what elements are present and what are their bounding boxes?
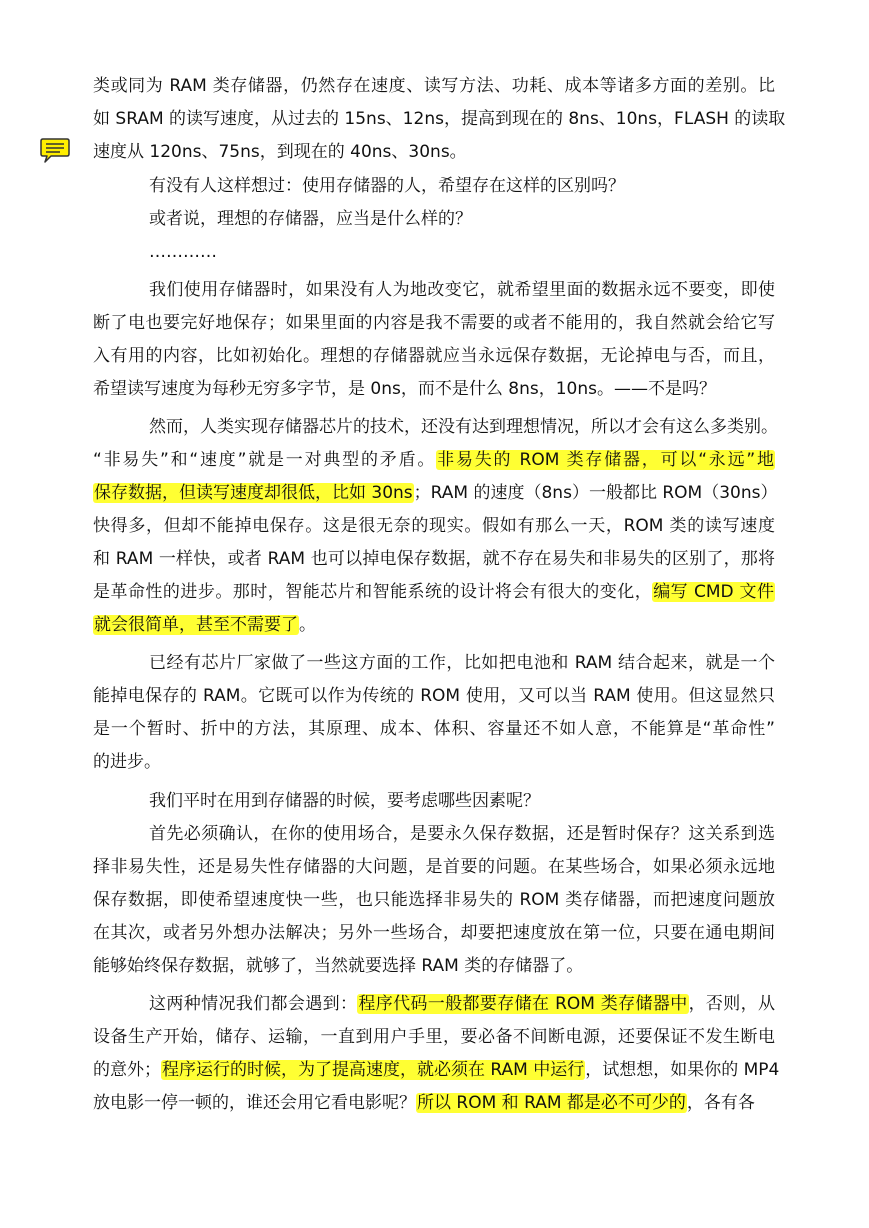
text-line [149,240,775,264]
text-line [93,344,775,368]
text-segment: 或者说，理想的存储器，应当是什么样的？ [149,209,472,229]
text-line [93,921,775,945]
highlighted-text: 保存数据，但读写速度却很低，比如 30ns [94,483,413,503]
comment-icon[interactable] [40,137,70,165]
text-line [93,547,775,571]
text-line [93,888,775,912]
text-line [149,278,775,302]
text-line [93,580,775,604]
text-segment: 我们平时在用到存储器的时候，要考虑哪些因素呢？ [149,791,540,811]
text-segment: 。 [299,615,316,635]
text-segment: 如 SRAM 的读写速度，从过去的 15ns、12ns，提高到现在的 8ns、10ns，FLASH 的读取 [93,109,786,129]
text-segment: 的意外； [93,1060,161,1080]
text-line [93,514,775,538]
text-segment: 然而，人类实现存储器芯片的技术，还没有达到理想情况，所以才会有这么多类别。 [149,417,778,437]
text-segment: 我们使用存储器时，如果没有人为地改变它，就希望里面的数据永远不要变，即使 [149,280,775,300]
text-line [93,140,775,164]
text-segment: 首先必须确认，在你的使用场合，是要永久保存数据，还是暂时保存？这关系到选 [149,824,775,844]
text-segment: 希望读写速度为每秒无穷多字节，是 0ns，而不是什么 8ns，10ns。——不是吗？ [93,379,716,399]
text-segment: 类或同为 RAM 类存储器，仍然存在速度、读写方法、功耗、成本等诸多方面的差别。比 [93,76,775,96]
highlighted-text: 编写 CMD 文件 [653,582,774,602]
text-segment: 能够始终保存数据，就够了，当然就要选择 RAM 类的存储器了。 [93,956,584,976]
text-segment: 这两种情况我们都会遇到： [149,994,358,1014]
text-line [93,311,775,335]
text-segment: ，各有各 [686,1093,755,1113]
text-line [149,789,775,813]
text-line [149,415,778,439]
text-line [149,992,775,1016]
text-segment: 设备生产开始，储存、运输，一直到用户手里，要必备不间断电源，还要保证不发生断电 [93,1027,775,1047]
text-line [149,822,775,846]
text-segment: 保存数据，即使希望速度快一些，也只能选择非易失的 ROM 类存储器，而把速度问题放 [93,890,775,910]
text-segment: 择非易失性，还是易失性存储器的大问题，是首要的问题。在某些场合，如果必须永远地 [93,857,775,877]
highlighted-text: 程序运行的时候，为了提高速度，就必须在 RAM 中运行 [162,1060,585,1080]
text-segment: 有没有人这样想过：使用存储器的人，希望存在这样的区别吗？ [149,176,625,196]
text-segment: 已经有芯片厂家做了一些这方面的工作，比如把电池和 RAM 结合起来，就是一个 [149,653,775,673]
text-segment: ，否则，从 [688,994,776,1014]
text-segment: 是一个暂时、折中的方法，其原理、成本、体积、容量还不如人意，不能算是“革命性” [93,719,775,739]
text-line [93,74,775,98]
text-line [149,651,775,675]
text-segment: 在其次，或者另外想办法解决；另外一些场合，却要把速度放在第一位，只要在通电期间 [93,923,775,943]
text-line [149,174,775,198]
text-segment: ，试想想，如果你的 MP4 [585,1060,780,1080]
text-line [93,613,775,637]
text-line [93,1025,775,1049]
text-line [93,1058,780,1082]
text-line [93,750,775,774]
text-line [93,448,775,472]
highlighted-text: 非易失的 ROM 类存储器，可以“永远”地 [437,450,774,470]
text-line [93,1091,775,1115]
highlighted-text: 程序代码一般都要存储在 ROM 类存储器中 [358,994,688,1014]
text-segment: 的进步。 [93,752,161,772]
text-line [93,954,775,978]
text-segment: 和 RAM 一样快，或者 RAM 也可以掉电保存数据，就不存在易失和非易失的区别了，那将 [93,549,775,569]
highlighted-text: 所以 ROM 和 RAM 都是必不可少的 [417,1093,686,1113]
text-line [93,377,775,401]
highlighted-text: 就会很简单，甚至不需要了 [94,615,298,635]
text-segment: ………… [149,242,217,262]
text-segment: 速度从 120ns、75ns，到现在的 40ns、30ns。 [93,142,467,162]
text-line [93,717,775,741]
text-line [93,107,786,131]
text-segment: ；RAM 的速度（8ns）一般都比 ROM（30ns） [413,483,778,503]
text-segment: 是革命性的进步。那时，智能芯片和智能系统的设计将会有很大的变化， [93,582,653,602]
text-segment: 能掉电保存的 RAM。它既可以作为传统的 ROM 使用，又可以当 RAM 使用。但这显然只 [93,686,775,706]
text-line [93,481,778,505]
text-segment: 快得多，但却不能掉电保存。这是很无奈的现实。假如有那么一天，ROM 类的读写速度 [93,516,775,536]
text-line [149,207,775,231]
text-segment: 入有用的内容，比如初始化。理想的存储器就应当永远保存数据，无论掉电与否，而且， [93,346,775,366]
text-segment: “非易失”和“速度”就是一对典型的矛盾。 [93,450,437,470]
text-line [93,855,775,879]
text-segment: 断了电也要完好地保存；如果里面的内容是我不需要的或者不能用的，我自然就会给它写 [93,313,775,333]
text-line [93,684,775,708]
text-segment: 放电影一停一顿的，谁还会用它看电影呢？ [93,1093,416,1113]
